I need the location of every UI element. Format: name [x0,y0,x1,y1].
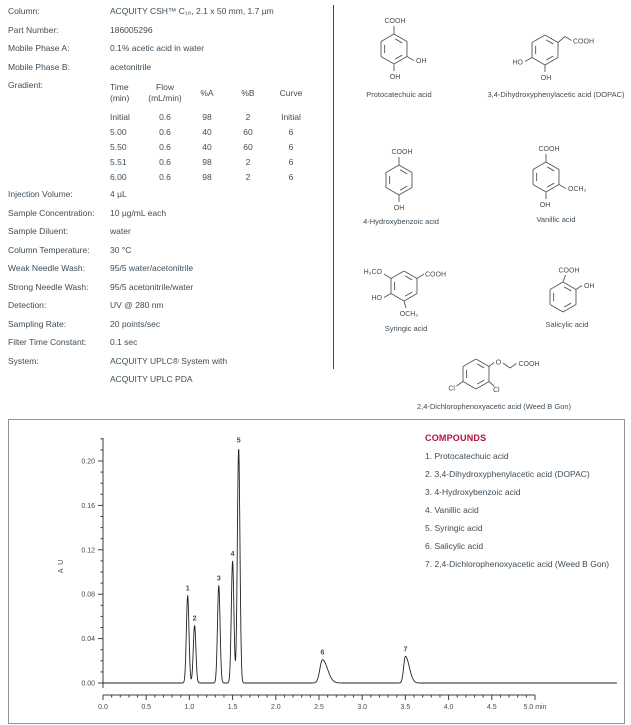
ring-bond [546,162,559,170]
ring-double-bond [564,303,571,307]
gradient-cell: 0.6 [159,157,171,167]
gradient-header-cell: Time (min) [110,82,130,103]
substituent-bond [489,363,494,367]
atom-group-label: OCH₃ [399,311,419,318]
method-value: 10 µg/mL each [110,207,167,218]
legend-title: COMPOUNDS [425,433,487,443]
ring-bond [476,359,489,367]
gradient-header-cell: %A [200,87,214,98]
structure-caption: 2,4-Dichlorophenoxyacetic acid (Weed B Gon) [416,402,572,411]
ring-bond [463,359,476,367]
gradient-cell: 5.50 [110,142,127,152]
y-tick-label: 0.16 [81,502,95,510]
method-value: 95/5 acetonitrile/water [110,281,194,292]
chromatogram-box [8,419,625,724]
peak-label-4: 4 [230,550,235,558]
x-tick-label: 2.5 [314,704,324,711]
method-label: Sample Diluent: [8,226,69,236]
structure-5 [364,269,446,333]
substituent-bond [525,58,532,62]
peak-label-3: 3 [216,575,221,583]
method-label: Strong Needle Wash: [8,281,89,292]
legend-item: 5. Syringic acid [425,523,483,533]
ring-bond [550,305,563,313]
structure-caption: 4-Hydroxybenzoic acid [363,217,439,226]
atom-group-label: OH [416,58,427,65]
gradient-cell: 60 [243,127,253,137]
atom-group-label: Cl [493,387,500,394]
method-value: 30 °C [110,244,132,255]
ring-bond [533,185,546,193]
method-label: Column Temperature: [8,244,90,255]
gradient-cell: 98 [202,172,212,182]
peak-label-1: 1 [185,585,190,593]
ring-bond [381,57,394,65]
legend-item: 4. Vanillic acid [425,505,479,515]
y-axis [58,438,103,688]
gradient-cell: 0.6 [159,112,171,122]
legend-item: 1. Protocatechuic acid [425,451,509,461]
gradient-header-cell: Flow (mL/min) [148,82,182,103]
substituent-bond [503,363,510,368]
peak-label-5: 5 [236,437,241,445]
substituent-bond [510,364,517,369]
method-value: ACQUITY CSH™ C₁₈, 2.1 x 50 mm, 1.7 µm [110,6,274,16]
structure-caption: Syringic acid [384,324,428,333]
x-tick-label: 1.5 [227,704,238,711]
structure-caption: Salicylic acid [545,320,589,329]
atom-group-label: COOH [518,361,540,368]
ring-bond [532,58,545,66]
x-tick-label: 2.0 [270,704,281,711]
ring-double-bond [546,56,553,60]
ring-bond [386,165,399,173]
ring-bond [533,162,546,170]
method-value: UV @ 280 nm [110,300,164,310]
gradient-cell: 98 [202,157,212,167]
atom-group-label: OH [539,202,551,209]
structure-1 [366,18,431,99]
atom-group-label: Cl [448,385,455,393]
ring-bond [381,34,394,42]
x-tick-label: 3.5 [400,704,411,711]
gradient-header-cell: Curve [279,87,303,98]
atom-group-label: COOH [384,18,406,25]
ring-double-bond [546,40,553,44]
ring-double-bond [400,186,407,190]
substituent-bond [558,37,565,43]
gradient-cell: 40 [202,127,212,137]
peak-label-2: 2 [192,615,197,623]
y-axis-unit-label: A U [58,558,65,574]
substituent-bond [457,382,464,387]
gradient-cell: 6 [288,172,294,182]
substituent-bond [407,57,414,61]
y-tick-label: 0.12 [81,547,95,555]
gradient-cell: 6 [288,142,294,152]
gradient-cell: 60 [243,142,253,152]
gradient-cell: 5.00 [110,127,127,137]
ring-bond [386,188,399,196]
ring-bond [394,57,407,65]
method-label: Sampling Rate: [8,318,67,329]
method-value: acetonitrile [110,61,152,72]
substituent-bond [563,275,566,282]
gradient-cell: 5.51 [110,157,127,167]
x-tick-label: 0.0 [98,704,108,711]
structure-3 [363,149,439,226]
method-label: Part Number: [8,24,59,35]
legend-item: 3. 4-Hydroxybenzoic acid [425,487,521,497]
structure-7 [417,359,572,411]
method-value: 95/5 water/acetonitrile [110,263,194,273]
ring-double-bond [405,276,412,280]
atom-group-label: H₃CO [363,269,382,276]
gradient-cell: 0.6 [159,172,171,182]
method-value: 4 µL [110,189,127,199]
gradient-cell: 6.00 [110,172,127,182]
substituent-bond [559,185,566,189]
x-tick-label: 4.5 [486,704,497,711]
legend-item: 6. Salicylic acid [425,541,484,551]
substituent-bond [417,274,424,279]
substituent-bond [576,286,582,290]
method-label: Injection Volume: [8,189,73,199]
atom-group-label: OH [389,74,401,81]
gradient-cell: 2 [245,172,251,182]
atom-group-label: OCH₃ [568,186,587,193]
substituent-bond [565,37,572,41]
method-value: 0.1% acetic acid in water [110,43,205,53]
ring-bond [546,185,559,193]
ring-bond [545,35,558,43]
peak-label-6: 6 [320,649,325,657]
atom-group-label: HO [512,59,523,67]
structure-4 [533,146,587,224]
y-tick-label: 0.00 [81,680,95,688]
y-tick-label: 0.20 [81,458,95,466]
structure-caption: Vanillic acid [536,215,576,224]
method-label: System: [8,355,39,366]
ring-double-bond [395,39,402,43]
ring-bond [550,282,563,290]
method-value: 0.1 sec [110,337,138,347]
ring-bond [463,382,476,390]
y-tick-label: 0.08 [81,591,95,599]
x-tick-label: 5.0 min [523,704,547,711]
method-label: Mobile Phase A: [8,43,70,53]
gradient-cell: 6 [288,127,294,137]
ring-bond [399,188,412,196]
substituent-bond [404,301,406,308]
ring-bond [563,305,576,313]
ring-double-bond [395,55,402,59]
atom-group-label: COOH [573,38,594,46]
method-value: ACQUITY UPLC® System with ACQUITY UPLC PDA [110,355,228,384]
atom-group-label: OH [540,75,552,82]
atom-group-label: COOH [425,271,446,279]
atom-group-label: O [495,359,502,367]
ring-double-bond [564,287,571,291]
gradient-cell: 2 [245,112,251,122]
ring-bond [394,34,407,42]
method-value: 20 points/sec [110,318,161,329]
ring-bond [404,294,417,302]
ring-bond [545,58,558,66]
atom-group-label: COOH [538,146,560,153]
ring-bond [399,165,412,173]
method-label: Weak Needle Wash: [8,263,86,273]
method-label: Filter Time Constant: [8,337,87,347]
x-tick-label: 3.0 [357,704,368,711]
structure-caption: Protocatechuic acid [366,90,432,99]
x-tick-label: 0.5 [141,704,152,711]
structure-6 [546,268,595,330]
y-tick-label: 0.04 [81,636,95,644]
method-label: Column: [8,6,40,16]
gradient-cell: Initial [110,112,130,122]
ring-bond [404,271,417,279]
gradient-cell: 2 [245,157,251,167]
ring-bond [391,271,404,279]
legend-item: 2. 3,4-Dihydroxyphenylacetic acid (DOPAC) [425,469,590,479]
peak-label-7: 7 [403,646,408,654]
gradient-cell: 0.6 [159,142,171,152]
ring-bond [391,294,404,302]
atom-group-label: OH [584,283,595,290]
ring-double-bond [547,167,554,171]
x-tick-label: 1.0 [184,704,195,711]
atom-group-label: COOH [391,149,413,156]
gradient-header-cell: %B [241,87,255,98]
gradient-cell: 98 [202,112,212,122]
atom-group-label: OH [393,205,405,212]
method-label: Detection: [8,300,47,310]
gradient-cell: 40 [202,142,212,152]
ring-double-bond [547,183,554,187]
method-value: water [110,226,131,236]
ring-double-bond [477,364,484,368]
substituent-bond [384,294,391,298]
gradient-cell: 6 [288,157,294,167]
method-label: Gradient: [8,80,43,90]
ring-double-bond [405,292,412,296]
ring-double-bond [400,170,407,174]
x-axis [98,695,546,711]
ring-bond [476,382,489,390]
legend-item: 7. 2,4-Dichlorophenoxyacetic acid (Weed B Gon) [425,559,610,569]
method-value: 186005296 [110,24,153,35]
gradient-cell: Initial [281,112,301,122]
compounds-legend [425,429,609,573]
method-label: Sample Concentration: [8,207,95,218]
x-tick-label: 4.0 [443,704,454,711]
atom-group-label: COOH [558,267,580,275]
substituent-bond [489,382,495,387]
gradient-cell: 0.6 [159,127,171,137]
substituent-bond [384,274,391,279]
ring-bond [532,35,545,43]
structure-2 [488,35,625,99]
structure-caption: 3,4-Dihydroxyphenylacetic acid (DOPAC) [487,90,625,99]
ring-bond [563,282,576,290]
method-label: Mobile Phase B: [8,61,70,72]
ring-double-bond [477,380,484,384]
atom-group-label: HO [371,295,382,302]
